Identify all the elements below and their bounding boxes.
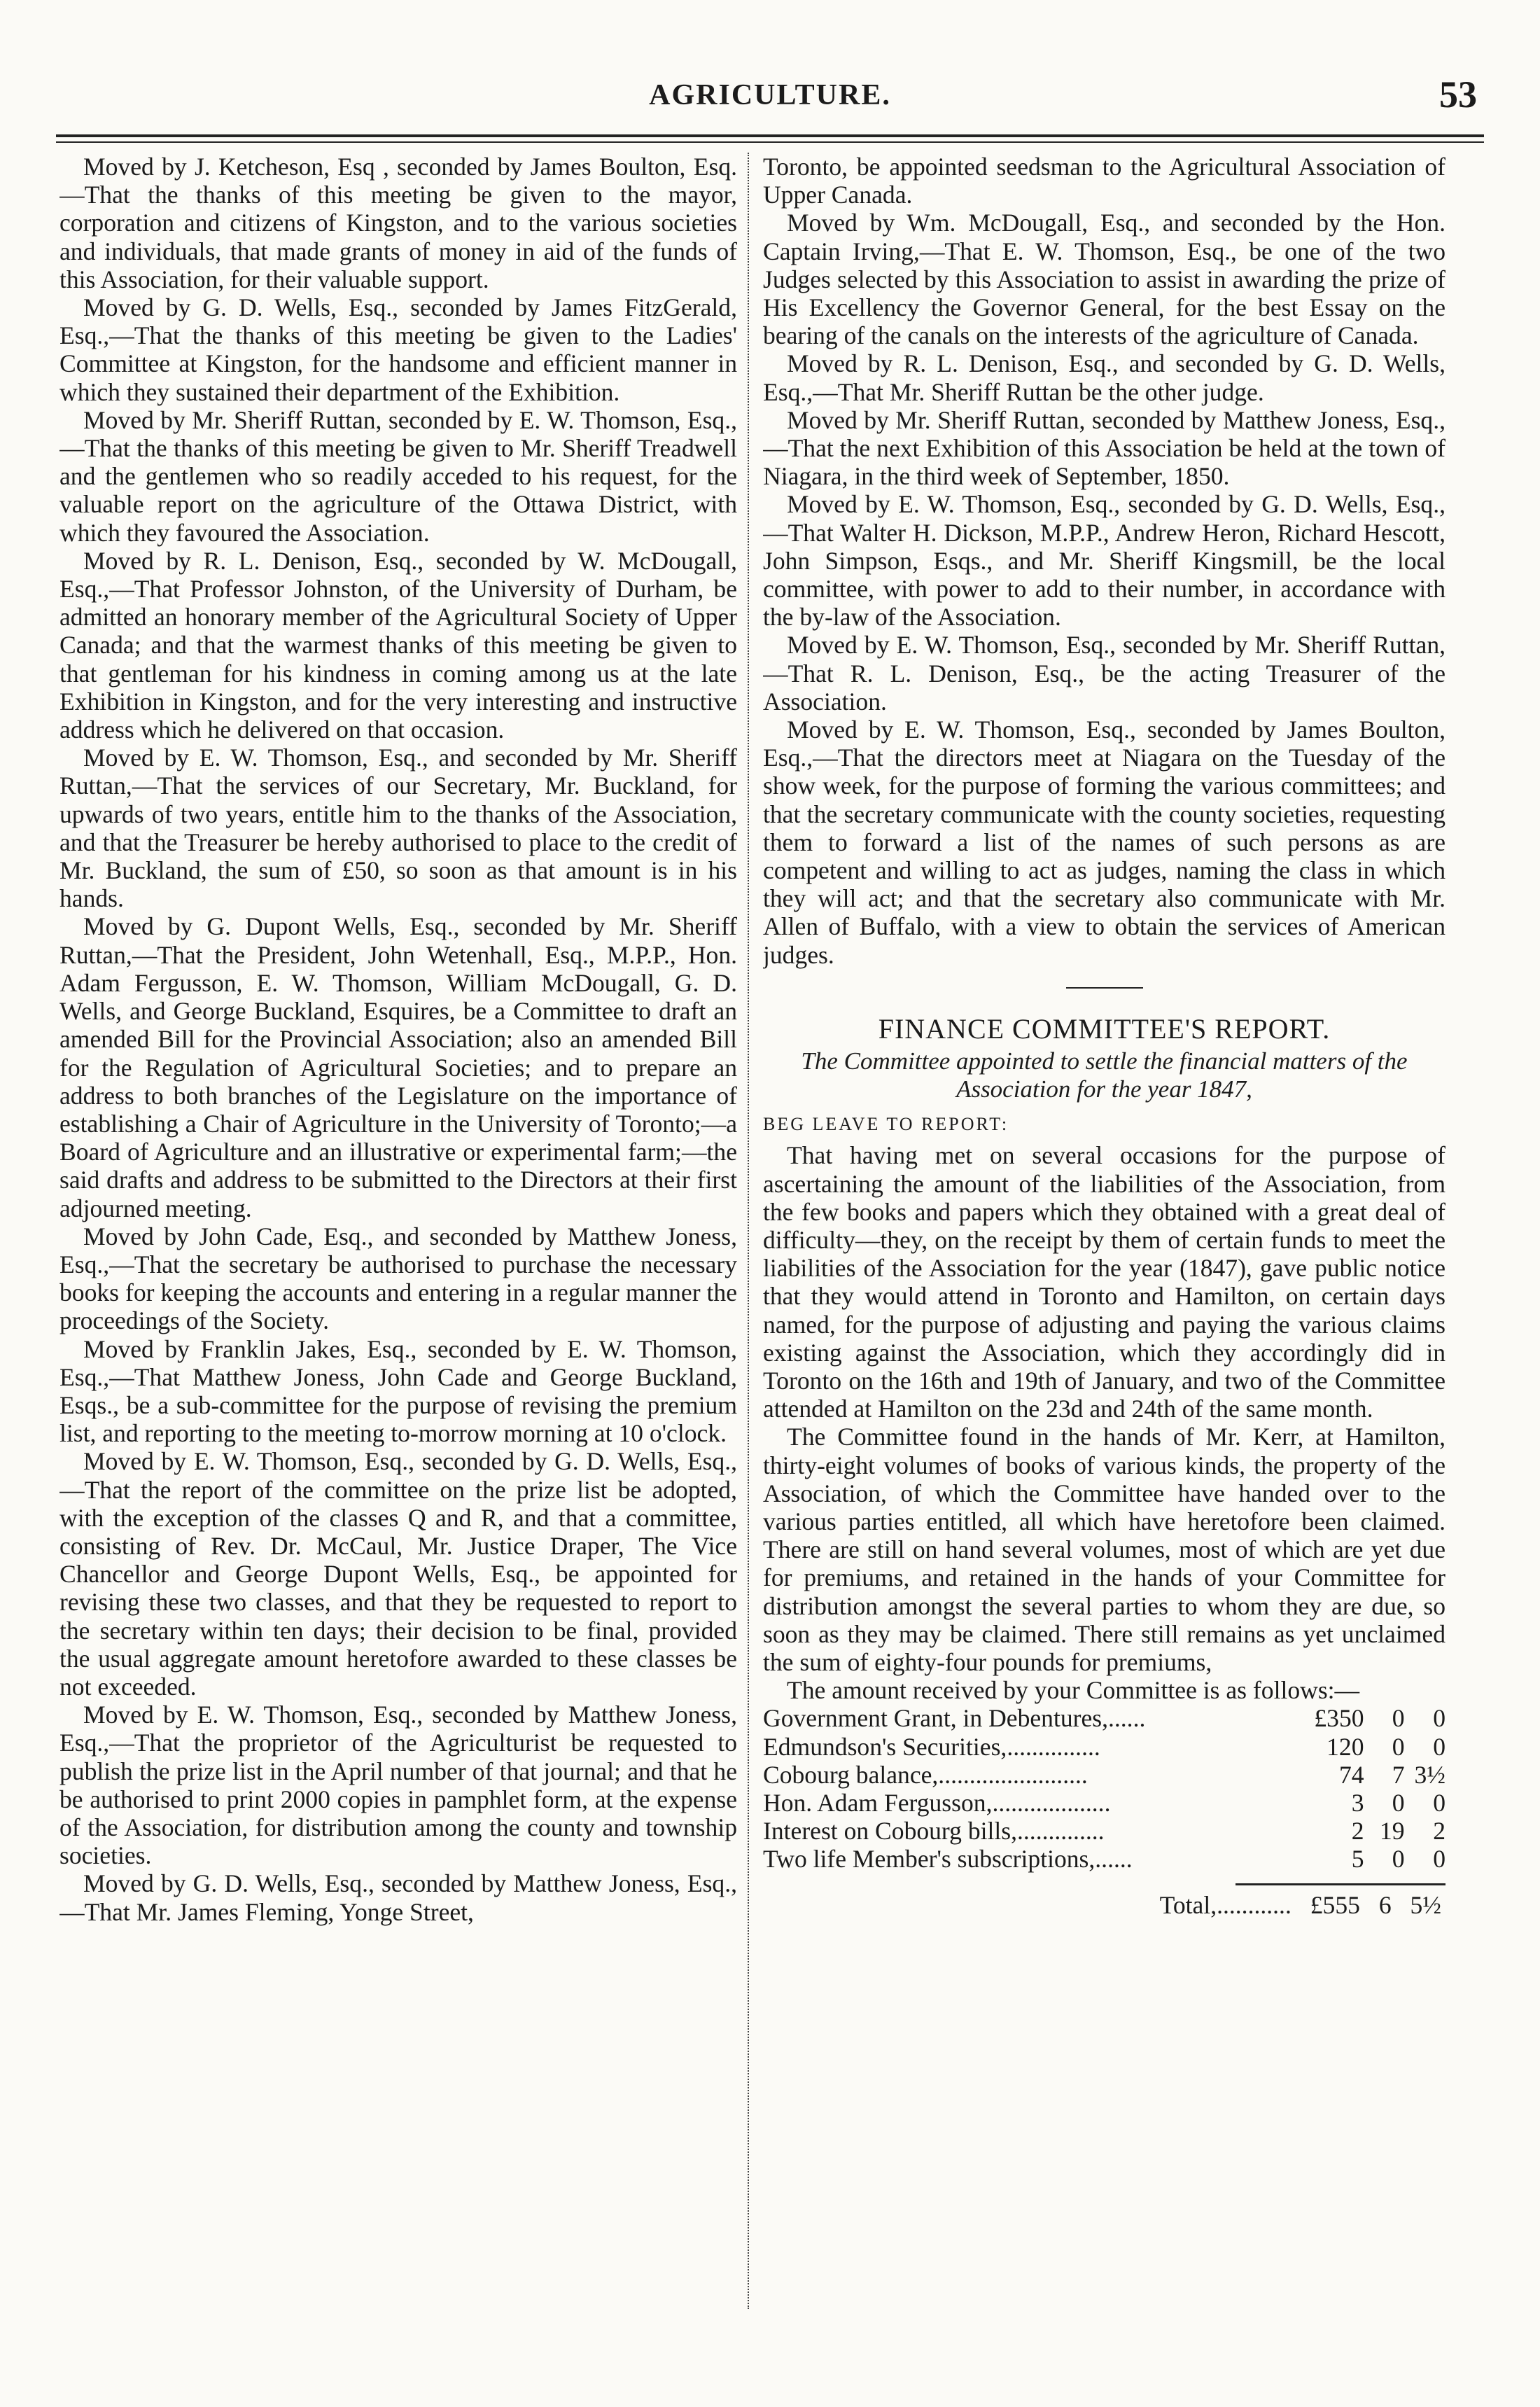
continuation-paragraph: Toronto, be appointed seedsman to the Agricultural Association of Upper Canada. [763,153,1446,209]
account-row [763,1704,1446,1732]
resolution-paragraph: Moved by E. W. Thomson, Esq., and seconded by Mr. Sheriff Ruttan,—That the services of our Secretary, Mr. Buckland, for upwards of two years, entitle him to the thanks of the Association, and that the Treasurer be hereby authorised to place to the credit of Mr. Buckland, the sum of £50, so soon as that amount is in his hands. [59,744,737,913]
account-label: Two life Member's subscriptions,...... [763,1845,1133,1874]
resolution-paragraph: Moved by E. W. Thomson, Esq., seconded by Mr. Sheriff Ruttan,—That R. L. Denison, Esq., be the acting Treasurer of the Association. [763,631,1446,716]
account-pounds: £350 [1314,1704,1364,1733]
resolution-paragraph: Moved by Mr. Sheriff Ruttan, seconded by Matthew Joness, Esq.,—That the next Exhibition of this Association be held at the town of Niagara, in the third week of September, 1850. [763,405,1446,491]
account-label: Interest on Cobourg bills,.............. [763,1817,1105,1846]
resolution-paragraph: Moved by Franklin Jakes, Esq., seconded by E. W. Thomson, Esq.,—That Matthew Joness, John Cade and George Buckland, Esqs., be a sub-committee for the purpose of revising the premium list, and reporting to the meeting to-morrow morning at 10 o'clock. [59,1334,737,1448]
resolution-paragraph: Moved by E. W. Thomson, Esq., seconded by James Boulton, Esq.,—That the directors meet at Niagara on the Tuesday of the show week, for the purpose of forming the various committees; and that the secretary communicate with the county societies, requesting them to forward a list of the names of such persons as are competent and willing to act as judges, naming the class in which they will act; and that the secretary also communicate with Mr. Allen of Buffalo, with a view to obtain the services of American judges. [763,716,1446,969]
account-pence: 0 [1433,1704,1446,1733]
account-label: Hon. Adam Fergusson,................... [763,1788,1111,1817]
left-column [59,153,737,2316]
finance-paragraph: The amount received by your Committee is as follows:— [787,1676,1360,1705]
page-number: 53 [1439,74,1477,116]
total-line [763,1891,1446,1919]
section-rule [1066,987,1143,989]
account-pence: 0 [1433,1732,1446,1761]
running-head [56,74,1484,120]
account-pence: 0 [1433,1788,1446,1817]
resolution-paragraph: Moved by R. L. Denison, Esq., and seconded by G. D. Wells, Esq.,—That Mr. Sheriff Ruttan be the other judge. [763,349,1446,406]
account-row [763,1845,1446,1873]
account-shillings: 0 [1392,1704,1405,1733]
resolution-paragraph: Moved by G. D. Wells, Esq., seconded by James FitzGerald, Esq.,—That the thanks of this meeting be given to the Ladies' Committee at Kingston, for the handsome and efficient manner in which they sustained their department of the Exhibition. [59,293,737,406]
resolution-paragraph: Moved by G. D. Wells, Esq., seconded by Matthew Joness, Esq.,—That Mr. James Fleming, Yonge Street, [59,1869,737,1926]
resolution-paragraph: Moved by E. W. Thomson, Esq., seconded by G. D. Wells, Esq.,—That Walter H. Dickson, M.P.P., Andrew Heron, Richard Hescott, John Simpson, Esqs., and Mr. Sheriff Kingsmill, be the local committee, with power to add to their number, in accordance with the by-law of the Association. [763,490,1446,632]
account-pence: 0 [1433,1845,1446,1874]
account-label: Cobourg balance,........................ [763,1760,1088,1789]
account-shillings: 0 [1392,1788,1405,1817]
total-shillings: 6 [1378,1890,1392,1919]
header-rule-thin [56,141,1484,143]
finance-report-subtitle: The Committee appointed to settle the financial matters of the Association for the year 1847, [801,1047,1408,1103]
finance-paragraph: The Committee found in the hands of Mr. Kerr, at Hamilton, thirty-eight volumes of books of various kinds, the property of the Association, of which the Committee have handed over to the various parties entitled, all which have heretofore been claimed. There are still on hand several volumes, most of which are yet due for premiums, and retained in the hands of your Committee for distribution amongst the several parties to whom they are due, so soon as they may be claimed. There still remains as yet unclaimed the sum of eighty-four pounds for premiums, [763,1423,1446,1676]
resolution-paragraph: Moved by G. Dupont Wells, Esq., seconded by Mr. Sheriff Ruttan,—That the President, John Wetenhall, Esq., M.P.P., Hon. Adam Fergusson, E. W. Thomson, William McDougall, G. D. Wells, and George Buckland, Esquires, be a Committee to draft an amended Bill for the Provincial Association; also an amended Bill for the Regulation of Agricultural Societies; and to prepare an address to both branches of the Legislature on the importance of establishing a Chair of Agriculture in the University of Toronto;—a Board of Agriculture and an illustrative or experimental farm;—the said drafts and address to be submitted to the Directors at their first adjourned meeting. [59,912,737,1222]
account-pounds: 3 [1351,1788,1364,1817]
finance-report-title: FINANCE COMMITTEE'S REPORT. [878,1012,1331,1045]
account-shillings: 0 [1392,1845,1405,1874]
total-label: Total,............ [1159,1890,1292,1919]
resolution-paragraph: Moved by E. W. Thomson, Esq., seconded by G. D. Wells, Esq.,—That the report of the committee on the prize list be adopted, with the exception of the classes Q and R, and that a committee, consisting of Rev. Dr. McCaul, Mr. Justice Draper, The Vice Chancellor and George Dupont Wells, Esq., be appointed for revising these two classes, and that they be requested to report to the secretary within ten days; their decision to be final, provided the usual aggregate amount heretofore awarded to these classes be not exceeded. [59,1447,737,1701]
beg-leave-heading: BEG LEAVE TO REPORT: [763,1114,1009,1135]
total-pence: 5½ [1410,1890,1441,1919]
right-column [763,153,1446,2316]
page-title: AGRICULTURE. [649,79,891,111]
resolution-paragraph: Moved by Wm. McDougall, Esq., and seconded by the Hon. Captain Irving,—That E. W. Thomson, Esq., be one of the two Judges selected by this Association to assist in awarding the prize of His Excellency the Governor General, for the best Essay on the bearing of the canals on the interests of the agriculture of Canada. [763,209,1446,350]
account-shillings: 0 [1392,1732,1405,1761]
account-shillings: 7 [1392,1760,1405,1789]
resolution-paragraph: Moved by R. L. Denison, Esq., seconded by W. McDougall, Esq.,—That Professor Johnston, of the University of Durham, be admitted an honorary member of the Agricultural Society of Upper Canada; and that the warmest thanks of this meeting be given to that gentleman for his kindness in coming among us at the late Exhibition in Kingston, and for the very interesting and instructive address which he delivered on that occasion. [59,546,737,744]
account-row [763,1733,1446,1761]
resolution-paragraph: Moved by J. Ketcheson, Esq , seconded by James Boulton, Esq.—That the thanks of this meeting be given to the mayor, corporation and citizens of Kingston, and to the various societies and individuals, that made grants of money in aid of the funds of this Association, for their valuable support. [59,153,737,293]
resolution-paragraph: Moved by Mr. Sheriff Ruttan, seconded by E. W. Thomson, Esq.,—That the thanks of this meeting be given to Mr. Sheriff Treadwell and the gentlemen who so readily acceded to his request, for the valuable report on the agriculture of the Ottawa District, with which they favoured the Association. [59,405,737,547]
finance-paragraph: That having met on several occasions for the purpose of ascertaining the amount of the liabilities of the Association, from the few books and papers which they obtained with a great deal of difficulty—they, on the receipt by them of certain funds to meet the liabilities of the Association for the year (1847), gave public notice that they would attend in Toronto and Hamilton, on certain days named, for the purpose of adjusting and paying the various claims existing against the Association, which they accordingly did in Toronto on the 16th and 19th of January, and two of the Committee attended at Hamilton on the 23d and 24th of the same month. [763,1141,1446,1423]
account-label: Edmundson's Securities,............... [763,1732,1100,1761]
column-divider [748,153,749,2309]
account-pounds: 120 [1326,1732,1364,1761]
total-pounds: £555 [1310,1890,1360,1919]
account-shillings: 19 [1379,1817,1405,1846]
header-rule-thick [56,134,1484,137]
total-rule [1236,1883,1446,1885]
resolution-paragraph: Moved by John Cade, Esq., and seconded by Matthew Joness, Esq.,—That the secretary be authorised to purchase the necessary books for keeping the accounts and entering in a regular manner the proceedings of the Society. [59,1222,737,1335]
account-row [763,1817,1446,1845]
account-row [763,1761,1446,1789]
account-pence: 3½ [1414,1760,1446,1789]
account-pounds: 2 [1351,1817,1364,1846]
accounts-table [763,1704,1446,1873]
account-pounds: 5 [1351,1845,1364,1874]
account-pounds: 74 [1338,1760,1364,1789]
account-label: Government Grant, in Debentures,...... [763,1704,1146,1733]
account-pence: 2 [1433,1817,1446,1846]
resolution-paragraph: Moved by E. W. Thomson, Esq., seconded by Matthew Joness, Esq.,—That the proprietor of the Agriculturist be requested to publish the prize list in the April number of that journal; and that he be authorised to print 2000 copies in pamphlet form, at the expense of the Association, for distribution among the county and township societies. [59,1701,737,1870]
account-row [763,1789,1446,1817]
